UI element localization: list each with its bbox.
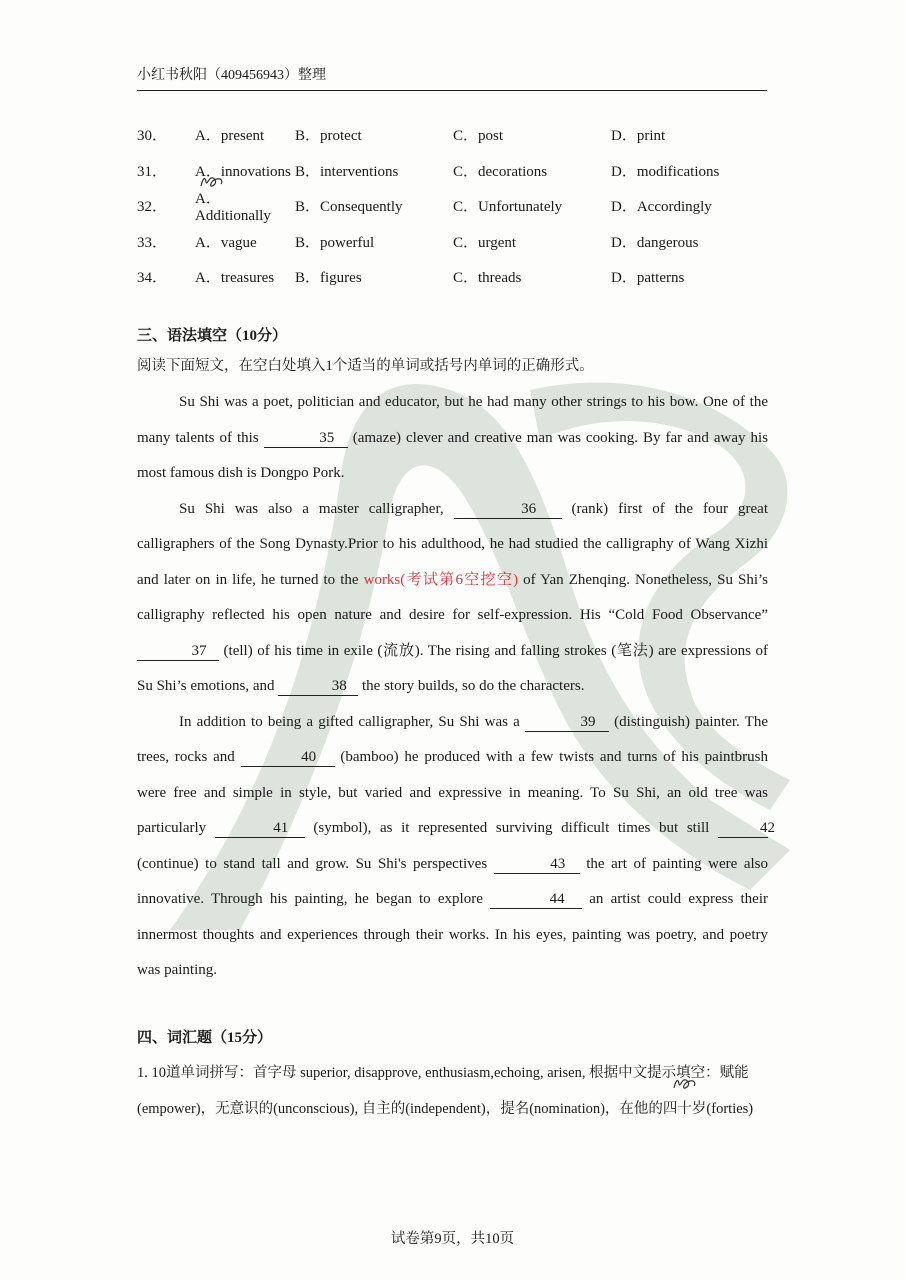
option-c: C．Unfortunately bbox=[453, 199, 563, 216]
option-d: D．Accordingly bbox=[611, 199, 712, 216]
passage-text: (distinguish) painter. The trees, rocks and bbox=[137, 713, 769, 765]
red-annotation: works(考试第6空挖空) bbox=[363, 571, 519, 588]
question-number: 31． bbox=[137, 163, 168, 180]
option-d: D．dangerous bbox=[611, 234, 699, 251]
grammar-passage bbox=[137, 385, 775, 989]
passage-text: (continue) to stand tall and grow. Su Shi's perspectives bbox=[137, 855, 494, 872]
section-4-title: 四、词汇题（15分） bbox=[137, 1030, 273, 1046]
passage-paragraph-3 bbox=[137, 705, 775, 989]
blank-40[interactable]: 40 bbox=[241, 749, 335, 767]
option-b: B．Consequently bbox=[295, 199, 403, 216]
blank-42[interactable]: 42 bbox=[718, 820, 768, 838]
passage-paragraph-2 bbox=[137, 492, 768, 705]
blank-38[interactable]: 38 bbox=[278, 678, 358, 696]
blank-39[interactable]: 39 bbox=[525, 714, 609, 732]
section-3-title: 三、语法填空（10分） bbox=[137, 328, 288, 344]
passage-text: (tell) of his time in exile (流放). The rising and falling strokes (笔法) are expressions of Su Shi’s emotions, and bbox=[137, 642, 768, 694]
option-d: D．modifications bbox=[611, 163, 720, 180]
option-c: C．urgent bbox=[453, 234, 517, 251]
question-number: 30． bbox=[137, 128, 168, 145]
option-a: A．Additionally bbox=[195, 190, 271, 224]
passage-text: the art of painting were also innovative. Through his painting, he began to explore bbox=[137, 855, 768, 907]
blank-37[interactable]: 37 bbox=[137, 643, 219, 661]
option-d: D．print bbox=[611, 128, 666, 145]
page-footer: 试卷第9页，共10页 bbox=[390, 1231, 515, 1247]
passage-text: (symbol), as it represented surviving difficult times but still bbox=[304, 820, 718, 836]
passage-text: (rank) first of the four great calligraphers of the Song Dynasty.Prior to his adulthood, he had studied the calligraphy of Wang Xizhi and later on in life, he turned to the bbox=[137, 500, 768, 588]
option-b: B．powerful bbox=[295, 234, 375, 251]
passage-text: Su Shi was also a master calligrapher, bbox=[179, 500, 454, 517]
option-b: B．interventions bbox=[295, 163, 399, 180]
passage-text: of Yan Zhenqing. Nonetheless, Su Shi’s calligraphy reflected his open nature and desire for self-expression. His “Cold Food Observance” bbox=[137, 571, 769, 623]
option-c: C．decorations bbox=[453, 163, 548, 180]
vocab-line: 1. 10道单词拼写：首字母 superior, disapprove, enthusiasm,echoing, arisen, 根据中文提示填空：赋能(empower)，无意识的(unconscious), 自主的(independent)，提名(nomination)，在他的四十岁(forties) bbox=[137, 1065, 754, 1117]
blank-36[interactable]: 36 bbox=[454, 501, 562, 519]
question-row bbox=[137, 153, 777, 189]
option-a: A．innovations bbox=[195, 163, 291, 180]
passage-text: (bamboo) he produced with a few twists and turns of his paintbrush were free and simple in style, but varied and expressive in meaning. To Su Shi, an old tree was particularly bbox=[137, 749, 768, 836]
question-number: 32． bbox=[137, 199, 168, 216]
options-list bbox=[137, 117, 777, 295]
option-a: A．present bbox=[195, 128, 265, 145]
option-b: B．figures bbox=[295, 270, 362, 287]
option-b: B．protect bbox=[295, 128, 362, 145]
passage-paragraph-1 bbox=[137, 385, 768, 492]
blank-41[interactable]: 41 bbox=[215, 820, 305, 838]
passage-text: In addition to being a gifted calligrapher, Su Shi was a bbox=[179, 713, 525, 730]
option-a: A．vague bbox=[195, 234, 257, 251]
blank-43[interactable]: 43 bbox=[494, 856, 580, 874]
passage-text: Su Shi was a poet, politician and educator, but he had many other strings to his bow. One of the many talents of this bbox=[137, 394, 768, 446]
option-a: A．treasures bbox=[195, 270, 275, 287]
question-row bbox=[137, 117, 777, 153]
handwritten-mark-icon bbox=[199, 172, 227, 190]
passage-text: (amaze) clever and creative man was cooking. By far and away his most famous dish is Dongpo Pork. bbox=[137, 429, 769, 481]
passage-text: an artist could express their innermost thoughts and experiences through their works. In his eyes, painting was poetry, and poetry was painting. bbox=[137, 891, 768, 978]
question-row bbox=[137, 259, 777, 295]
passage-text: the story builds, so do the characters. bbox=[358, 678, 585, 694]
question-number: 34． bbox=[137, 270, 168, 287]
blank-35[interactable]: 35 bbox=[264, 430, 348, 448]
question-row bbox=[137, 224, 777, 260]
option-c: C．threads bbox=[453, 270, 522, 287]
blank-44[interactable]: 44 bbox=[490, 891, 582, 909]
question-row bbox=[137, 188, 777, 224]
question-number: 33． bbox=[137, 234, 168, 251]
option-c: C．post bbox=[453, 128, 504, 145]
section-3-instruction: 阅读下面短文，在空白处填入1个适当的单词或括号内单词的正确形式。 bbox=[137, 358, 594, 374]
page-header: 小红书秋阳（409456943）整理 bbox=[137, 64, 767, 91]
option-d: D．patterns bbox=[611, 270, 685, 287]
handwritten-mark-icon bbox=[672, 1074, 700, 1092]
